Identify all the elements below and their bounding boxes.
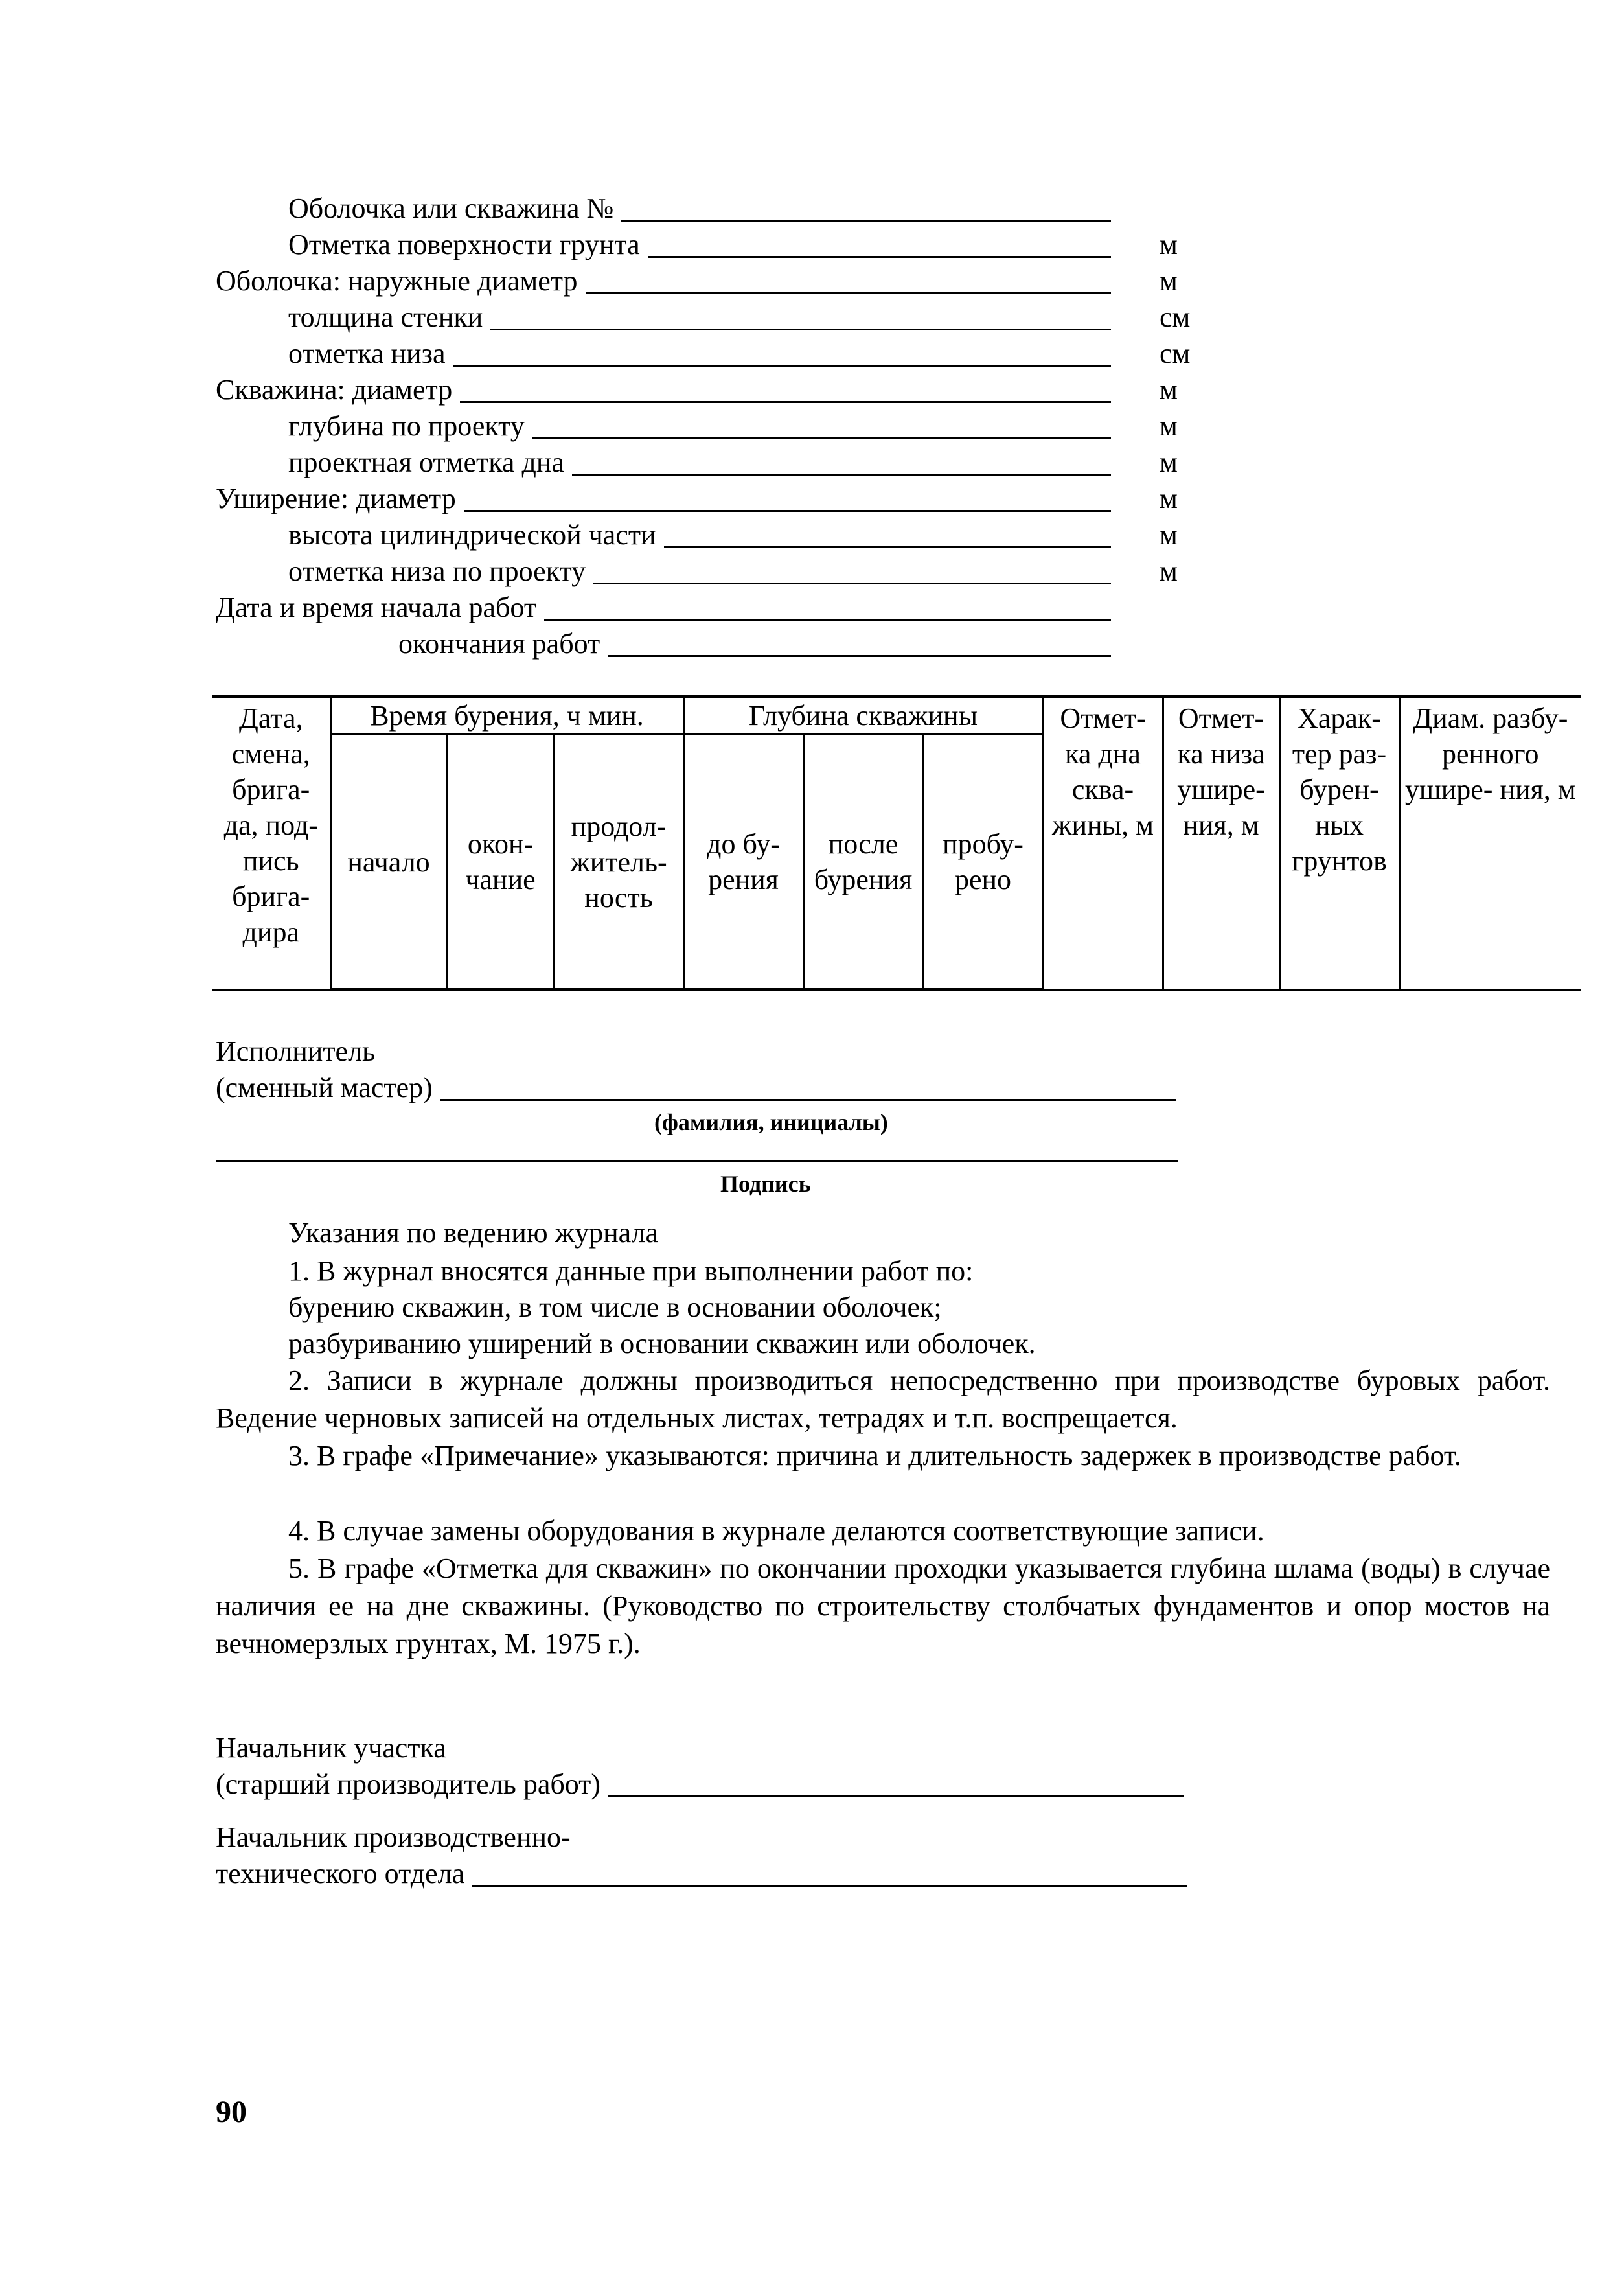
blank-line[interactable] bbox=[464, 509, 1111, 512]
unit-label: м bbox=[1160, 483, 1178, 514]
field-label: толщина стенки bbox=[288, 301, 483, 333]
unit-label: см bbox=[1160, 338, 1191, 369]
field-end-datetime[interactable] bbox=[398, 627, 1111, 661]
unit-label: м bbox=[1160, 555, 1178, 587]
unit-label: м bbox=[1160, 229, 1178, 260]
instruction-item-1a: бурению скважин, в том числе в основании оболочек; bbox=[288, 1291, 942, 1323]
unit-label: м bbox=[1160, 265, 1178, 297]
field-label: (старший производитель работ) bbox=[216, 1768, 601, 1800]
field-design-depth[interactable] bbox=[288, 410, 1111, 443]
field-label: Скважина: диаметр bbox=[216, 374, 453, 406]
field-label: Уширение: диаметр bbox=[216, 483, 456, 514]
page-number: 90 bbox=[216, 2095, 247, 2129]
drilling-log-table bbox=[212, 695, 1581, 991]
blank-line[interactable] bbox=[664, 546, 1111, 548]
unit-label: см bbox=[1160, 301, 1191, 333]
blank-line[interactable] bbox=[440, 1098, 1176, 1101]
unit-label: м bbox=[1160, 446, 1178, 478]
field-start-datetime[interactable] bbox=[216, 591, 1111, 625]
field-label: Оболочка или скважина № bbox=[288, 192, 614, 224]
field-label: глубина по проекту bbox=[288, 410, 525, 442]
field-shell-or-well-number[interactable] bbox=[288, 192, 1111, 225]
field-shell-outer-diameter[interactable] bbox=[216, 264, 1111, 298]
instruction-item-5: 5. В графе «Отметка для скважин» по окончании проходки указывается глубина шлама (воды) в случае наличия ее на дне скважины. (Руководство по строительству столбчатых фундаментов и опор мостов на вечномерзлых грунтах, М. 1975 г.). bbox=[216, 1552, 1550, 1659]
unit-label: м bbox=[1160, 519, 1178, 551]
field-wall-thickness[interactable] bbox=[288, 301, 1111, 334]
col-header-well-bottom-mark: Отмет- ка дна сква- жины, м bbox=[1043, 697, 1163, 989]
field-design-widening-bottom-mark[interactable] bbox=[288, 555, 1111, 588]
unit-label: м bbox=[1160, 374, 1178, 406]
blank-line[interactable] bbox=[648, 255, 1111, 258]
field-well-diameter[interactable] bbox=[216, 373, 1111, 407]
field-label: (сменный мастер) bbox=[216, 1072, 433, 1103]
col-header-start: начало bbox=[330, 735, 447, 990]
instruction-item-4: 4. В случае замены оборудования в журнале делаются соответствующие записи. bbox=[288, 1515, 1264, 1547]
instruction-item-3: 3. В графе «Примечание» указываются: причина и длительность задержек в производстве работ. bbox=[288, 1440, 1461, 1471]
chief2-label-line1: Начальник производственно- bbox=[216, 1821, 571, 1853]
field-design-bottom-mark[interactable] bbox=[288, 446, 1111, 479]
field-label: отметка низа по проекту bbox=[288, 555, 586, 587]
field-site-chief-signature[interactable] bbox=[216, 1768, 1184, 1801]
field-label: окончания работ bbox=[398, 628, 600, 660]
group-header-well-depth: Глубина скважины bbox=[683, 697, 1043, 735]
col-header-drilled: пробу- рено bbox=[923, 735, 1043, 990]
blank-line[interactable] bbox=[544, 618, 1111, 621]
blank-line[interactable] bbox=[472, 1884, 1187, 1887]
field-shell-bottom-mark[interactable] bbox=[288, 337, 1111, 371]
field-cylinder-height[interactable] bbox=[288, 518, 1111, 552]
instructions-title: Указания по ведению журнала bbox=[288, 1217, 659, 1249]
col-header-widening-bottom-mark: Отмет- ка низа ушире- ния, м bbox=[1163, 697, 1279, 989]
field-label: Оболочка: наружные диаметр bbox=[216, 265, 578, 297]
caption-signature: Подпись bbox=[720, 1171, 811, 1197]
field-label: проектная отметка дна bbox=[288, 446, 564, 478]
blank-line[interactable] bbox=[608, 654, 1111, 657]
blank-line[interactable] bbox=[586, 292, 1111, 294]
blank-line[interactable] bbox=[490, 328, 1111, 330]
field-ptd-chief-signature[interactable] bbox=[216, 1857, 1187, 1891]
col-header-soil-character: Харак- тер раз- бурен- ных грунтов bbox=[1279, 697, 1399, 989]
col-header-duration: продол- житель- ность bbox=[554, 735, 683, 990]
field-shift-master-name[interactable] bbox=[216, 1071, 1176, 1105]
field-widening-diameter[interactable] bbox=[216, 482, 1111, 516]
field-ground-surface-mark[interactable] bbox=[288, 228, 1111, 262]
executor-label: Исполнитель bbox=[216, 1035, 376, 1067]
col-header-widening-diameter: Диам. разбу- ренного уширe- ния, м bbox=[1399, 697, 1581, 989]
col-header-end: окон- чание bbox=[447, 735, 554, 990]
instruction-item-2: 2. Записи в журнале должны производиться непосредственно при производстве буровых работ. Ведение черновых записей на отдельных листах, тетрадях и т.п. воспрещается. bbox=[216, 1365, 1550, 1434]
field-label: высота цилиндрической части bbox=[288, 519, 656, 551]
instruction-item-1b: разбуриванию уширений в основании скважин или оболочек. bbox=[288, 1328, 1036, 1359]
field-label: Отметка поверхности грунта bbox=[288, 229, 640, 260]
caption-name-initials: (фамилия, инициалы) bbox=[654, 1109, 888, 1135]
signature-line[interactable] bbox=[216, 1160, 1178, 1162]
blank-line[interactable] bbox=[608, 1795, 1184, 1797]
chief1-label-line1: Начальник участка bbox=[216, 1732, 446, 1764]
field-label: технического отдела bbox=[216, 1858, 465, 1889]
blank-line[interactable] bbox=[572, 473, 1111, 476]
blank-line[interactable] bbox=[532, 437, 1111, 439]
blank-line[interactable] bbox=[460, 400, 1111, 403]
col-header-before-drilling: до бу- рения bbox=[683, 735, 803, 990]
col-header-date-shift-brigade: Дата, смена, брига- да, под- пись брига- дира bbox=[212, 697, 330, 989]
blank-line[interactable] bbox=[621, 219, 1111, 222]
col-header-after-drilling: после бурения bbox=[803, 735, 923, 990]
unit-label: м bbox=[1160, 410, 1178, 442]
group-header-drilling-time: Время бурения, ч мин. bbox=[330, 697, 683, 735]
blank-line[interactable] bbox=[593, 582, 1111, 584]
blank-line[interactable] bbox=[453, 364, 1112, 367]
field-label: отметка низа bbox=[288, 338, 446, 369]
field-label: Дата и время начала работ bbox=[216, 592, 537, 623]
instruction-item-1: 1. В журнал вносятся данные при выполнении работ по: bbox=[288, 1255, 974, 1287]
